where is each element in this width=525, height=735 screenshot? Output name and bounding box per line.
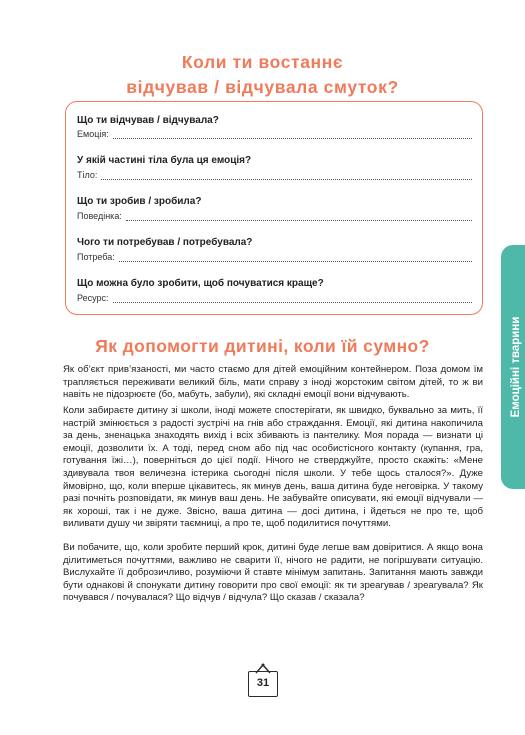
form-question-behavior: Що ти зробив / зробила? xyxy=(77,196,202,207)
form-field-emotion[interactable] xyxy=(77,129,472,139)
form-question-emotion: Що ти відчував / відчувала? xyxy=(77,115,219,126)
form-field-resource[interactable] xyxy=(77,293,472,303)
chapter-side-tab xyxy=(501,245,525,489)
form-field-label: Ресурс: xyxy=(77,293,109,303)
dotted-answer-line xyxy=(101,171,472,180)
form-field-body[interactable] xyxy=(77,170,472,180)
form-question-body: У якій частині тіла була ця емоція? xyxy=(77,155,252,166)
form-field-label: Емоція: xyxy=(77,129,109,139)
form-field-label: Тіло: xyxy=(77,170,98,180)
form-field-behavior[interactable] xyxy=(77,211,472,221)
form-question-need: Чого ти потребував / потребувала? xyxy=(77,237,253,248)
dotted-answer-line xyxy=(113,130,472,139)
dotted-answer-line xyxy=(113,294,472,303)
page-title-line-2: відчував / відчувала смуток? xyxy=(126,77,399,97)
page-number-frame xyxy=(248,663,280,701)
page-number: 31 xyxy=(256,677,270,689)
form-field-need[interactable] xyxy=(77,252,472,262)
body-paragraph-3: Ви побачите, що, коли зробите перший крок, дитині буде легше вам довіритися. А якщо вона ділитиметься почуттями, важливо не сварити її, нічого не радити, не погіршувати ситуацію. Вислухайте її доброзичливо, розуміючи й ставте мінімум запитань. Запитання мають завжди бути однакові й спонукати дитину говорити про свої емоції: як ти зреагував / зреагувала? Як почувався / почувалася? Що відчув / відчула? Що сказав / сказала? xyxy=(63,542,483,604)
page-title-line-1: Коли ти востаннє xyxy=(181,52,344,72)
form-field-label: Поведінка: xyxy=(77,211,122,221)
chapter-tab-label: Емоційні тварини xyxy=(510,316,522,418)
section-title: Як допомогти дитині, коли їй сумно? xyxy=(95,336,430,356)
dotted-answer-line xyxy=(119,253,472,262)
dotted-answer-line xyxy=(126,212,472,221)
form-field-label: Потреба: xyxy=(77,252,115,262)
body-paragraph-1: Як об’єкт прив’язаності, ми часто стаємо для дітей емоційним контейнером. Поза домом їм трапляється переживати великий біль, мати справу з іноді жорстоким світом дітей, то ж ви навіть не підозрюєте (бо, мабуть, забули), які складні емоції вони відчувають. xyxy=(63,364,483,401)
form-question-resource: Що можна було зробити, щоб почуватися краще? xyxy=(77,278,324,289)
body-paragraph-2: Коли забираєте дитину зі школи, іноді можете спостерігати, як швидко, буквально за мить, її настрій змінюється з радості зустрічі на гнів або страждання. Емоції, які дитина накопичила за день, зненацька знаходять вихід і всіх збивають із пантелику. Моя порада — визнати ці емоції, дозволити їх. А тоді, перед сном або під час особистісного контакту (купання, гра, готування їжі…), поверніться до цієї події. Нічого не стверджуйте, просто скажіть: «Мене здивувала твоя величезна істерика сьогодні після школи. У тебе щось сталося?». Дуже ймовірно, що, коли вперше цікавитесь, як минув день, ваша дитина буде неговірка. У такому разі почніть розповідати, як минув ваш день. Не забувайте описувати, які емоції відчували — як хороші, так і не дуже. Звісно, ваша дитина — досі дитина, і йдеться не про те, щоб виливати душу чи звіряти таємниці, а про те, щоб подилитися почуттями. xyxy=(63,405,483,530)
